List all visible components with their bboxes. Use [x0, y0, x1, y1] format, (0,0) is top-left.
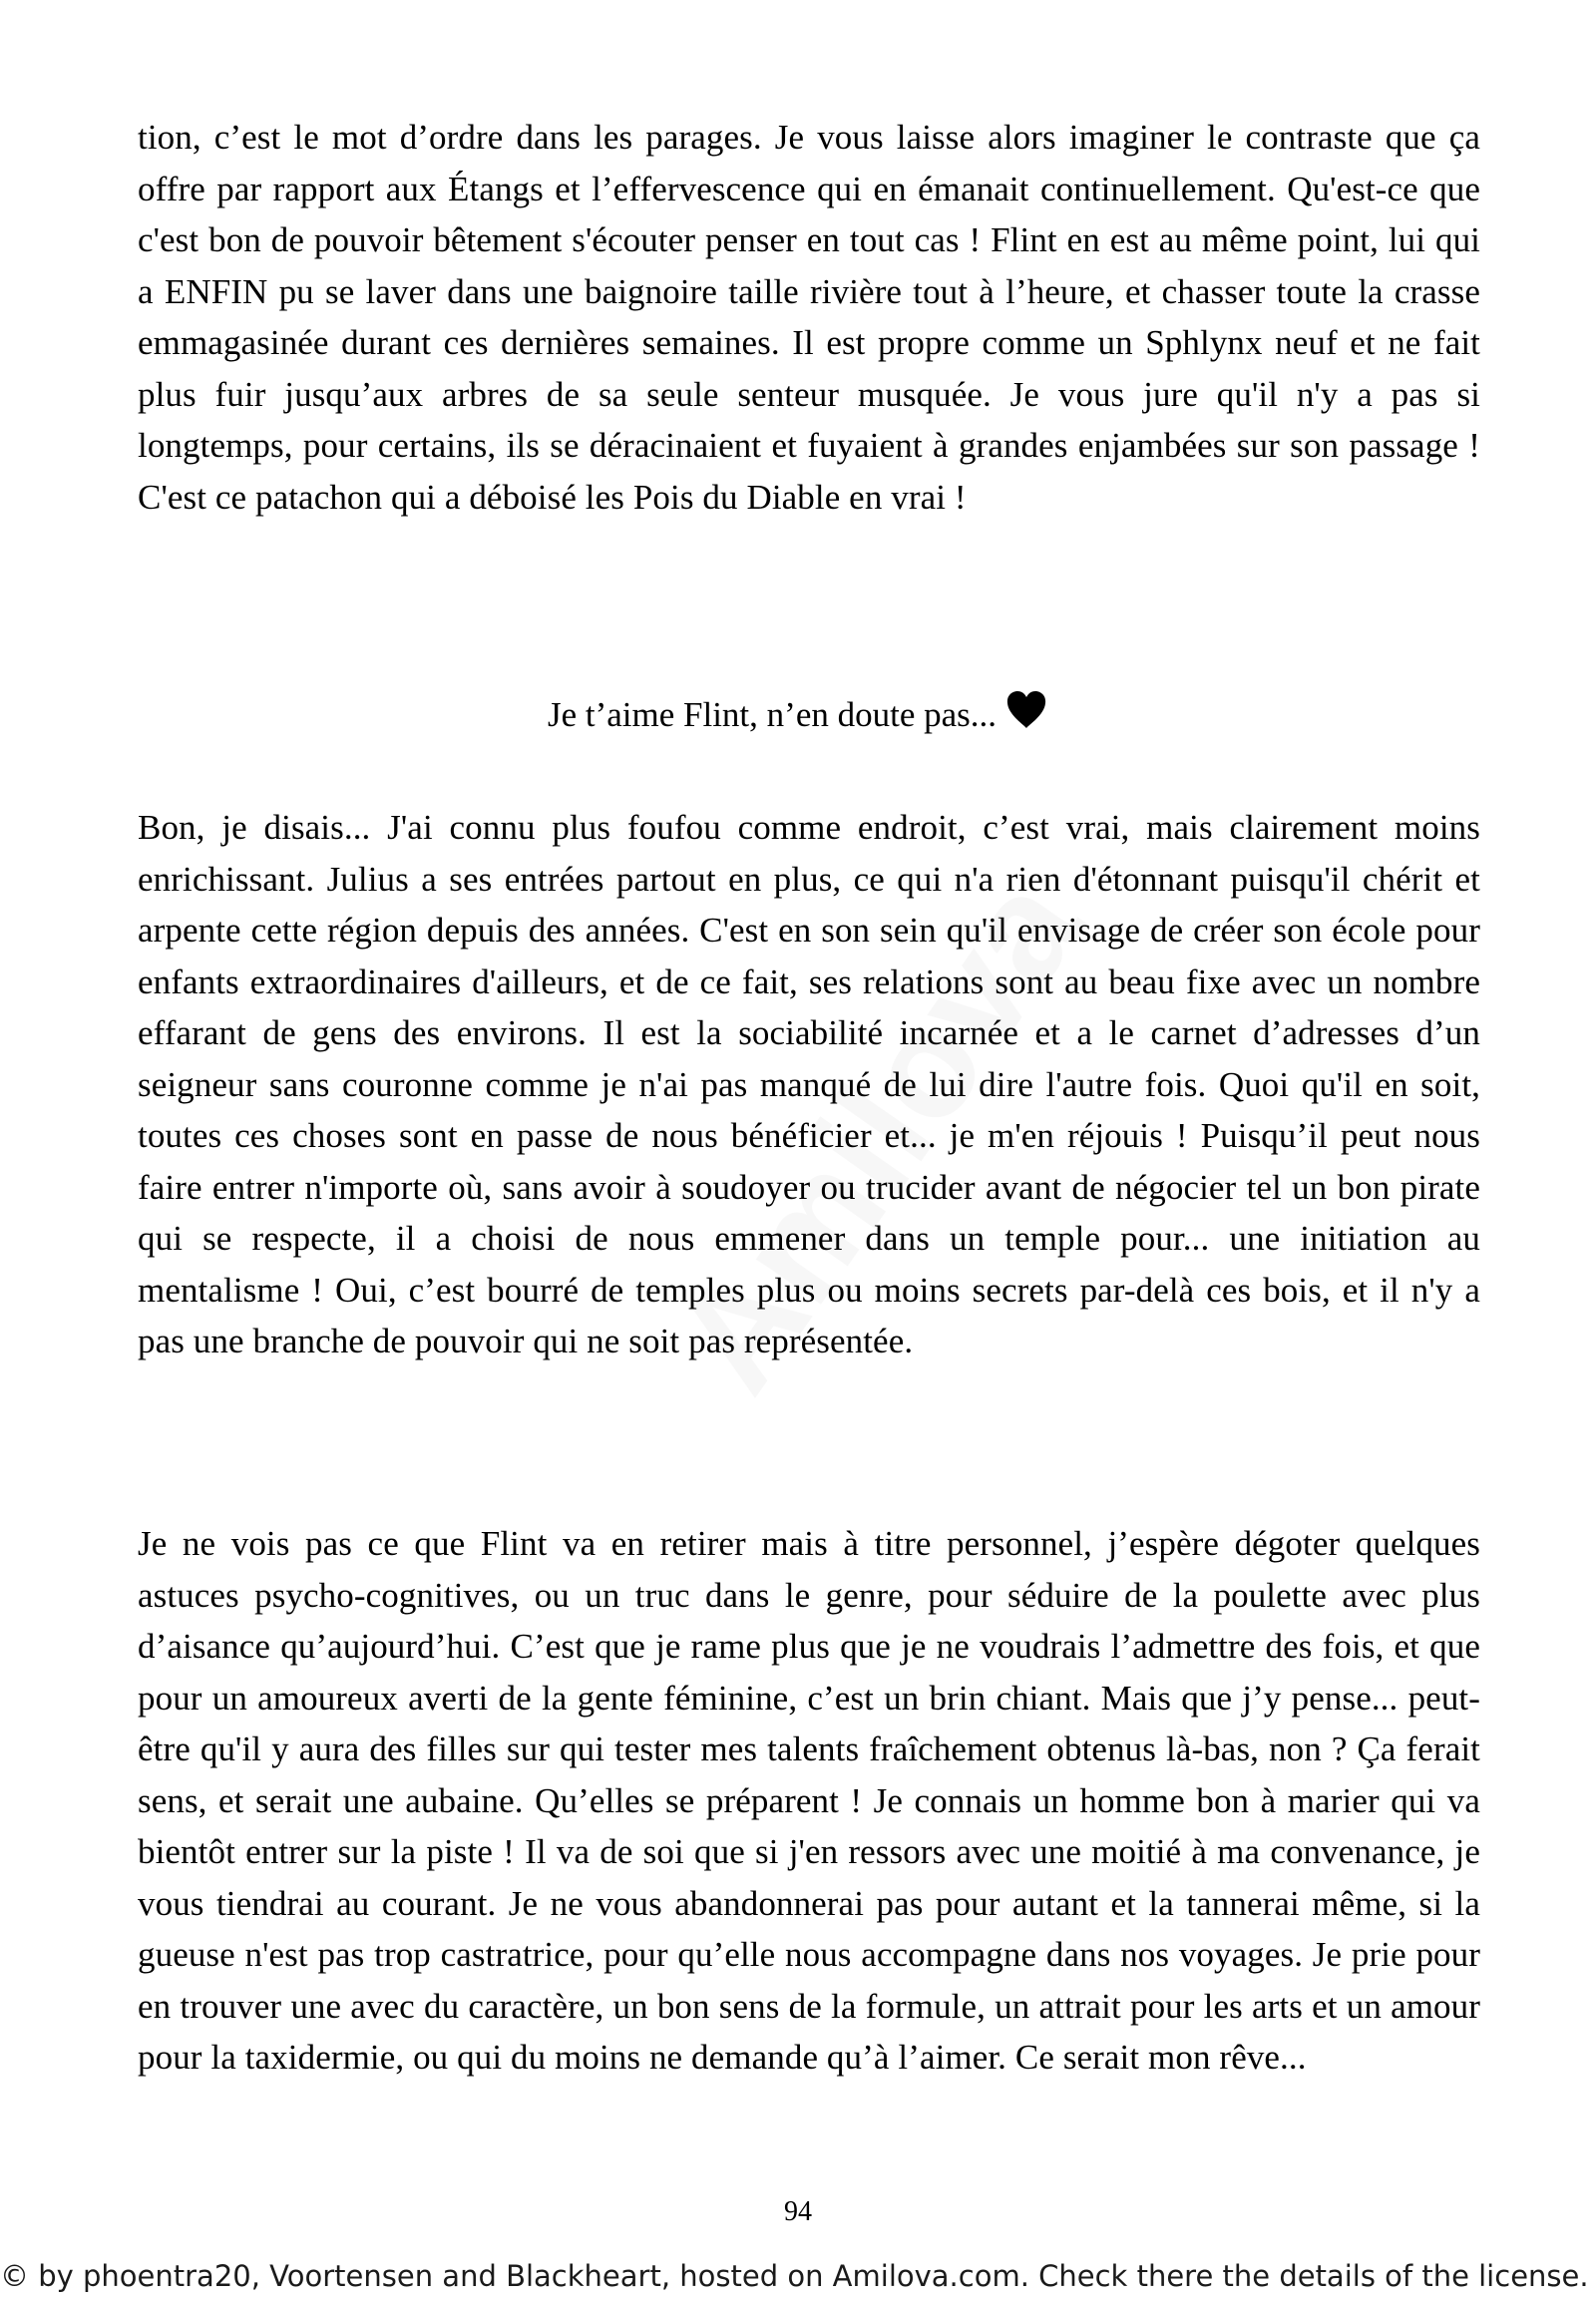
paragraph-3: [138, 1518, 1480, 2084]
page-number: 94: [784, 2196, 812, 2227]
license-footer: © by phoentra20, Voortensen and Blackheart, hosted on Amilova.com. Check there the details of the license.: [0, 2259, 1589, 2293]
centered-dedication: [0, 688, 1596, 741]
paragraph-3-text: Je ne vois pas ce que Flint va en retirer mais à titre personnel, j’espère dégoter quelques astuces psycho-cognitives, ou un truc dans le genre, pour séduire de la poulette avec plus d’aisance qu’aujourd’hui. C’est que je rame plus que je ne voudrais l’admettre des fois, et que pour un amoureux averti de la gente féminine, c’est un brin chiant. Mais que j’y pense... peut-être qu'il y aura des filles sur qui tester mes talents fraîchement obtenus là-bas, non ? Ça ferait sens, et serait une aubaine. Qu’elles se préparent ! Je connais un homme bon à marier qui va bientôt entrer sur la piste ! Il va de soi que si j'en ressors avec une moitié à ma convenance, je vous tiendrai au courant. Je ne vous abandonnerai pas pour autant et la tannerai même, si la gueuse n'est pas trop castratrice, pour qu’elle nous accompagne dans nos voyages. Je prie pour en trouver une avec du caractère, un bon sens de la formule, un attrait pour les arts et un amour pour la taxidermie, ou qui du moins ne demande qu’à l’aimer. Ce serait mon rêve...: [138, 1524, 1480, 2077]
dedication-text: Je t’aime Flint, n’en doute pas...: [547, 695, 998, 734]
paragraph-2: [138, 802, 1480, 1367]
paragraph-1: [138, 112, 1480, 523]
paragraph-2-text: Bon, je disais... J'ai connu plus foufou comme endroit, c’est vrai, mais clairement moins enrichissant. Julius a ses entrées partout en plus, ce qui n'a rien d'étonnant puisqu'il chérit et arpente cette région depuis des années. C'est en son sein qu'il envisage de créer son école pour enfants extraordinaires d'ailleurs, et de ce fait, ses relations sont au beau fixe avec un nombre effarant de gens des environs. Il est la sociabilité incarnée et a le carnet d’adresses d’un seigneur sans couronne comme je n'ai pas manqué de lui dire l'autre fois. Quoi qu'il en soit, toutes ces choses sont en passe de nous bénéficier et... je m'en réjouis ! Puisqu’il peut nous faire entrer n'importe où, sans avoir à soudoyer ou trucider avant de négocier tel un bon pirate qui se respecte, il a choisi de nous emmener dans un temple pour... une initiation au mentalisme ! Oui, c’est bourré de temples plus ou moins secrets par-delà ces bois, et il n'y a pas une branche de pouvoir qui ne soit pas représentée.: [138, 808, 1480, 1360]
paragraph-1-text: tion, c’est le mot d’ordre dans les parages. Je vous laisse alors imaginer le contraste que ça offre par rapport aux Étangs et l’effervescence qui en émanait continuellement. Qu'est-ce que c'est bon de pouvoir bêtement s'écouter penser en tout cas ! Flint en est au même point, lui qui a ENFIN pu se laver dans une baignoire taille rivière tout à l’heure, et chasser toute la crasse emmagasinée durant ces dernières semaines. Il est propre comme un Sphlynx neuf et ne fait plus fuir jusqu’aux arbres de sa seule senteur musquée. Je vous jure qu'il n'y a pas si longtemps, pour certains, ils se déracinaient et fuyaient à grandes enjambées sur son passage ! C'est ce patachon qui a déboisé les Pois du Diable en vrai !: [138, 118, 1480, 517]
heart-icon: [1004, 688, 1048, 732]
